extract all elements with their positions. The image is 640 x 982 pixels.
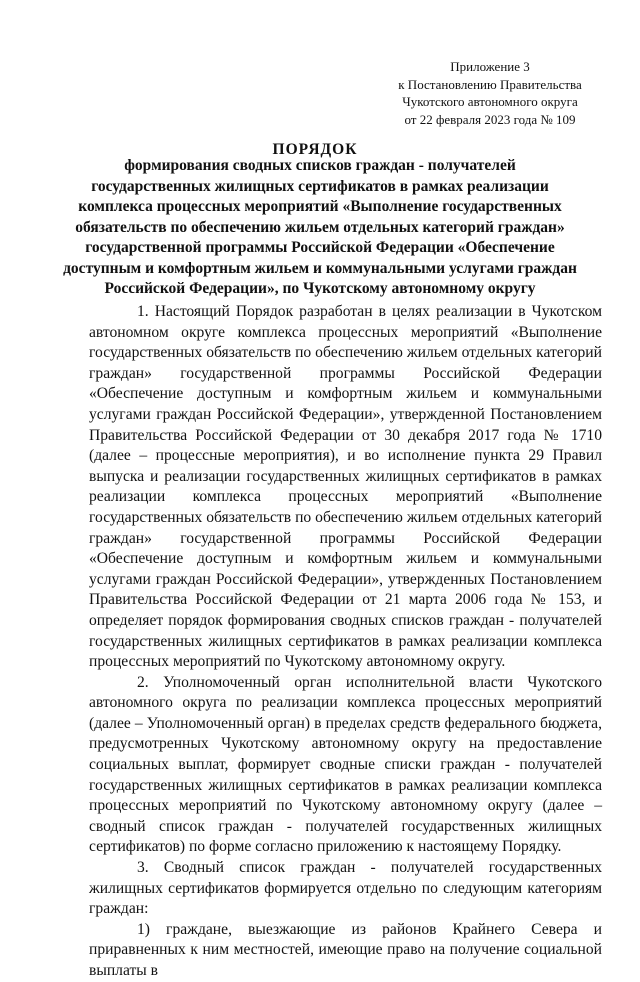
appendix-region: Чукотского автономного округа bbox=[402, 94, 578, 109]
paragraph-2: 2. Уполномоченный орган исполнительной власти Чукотского автономного округа по реализации комплекса процессных мероприятий (далее – Уполномоченный орган) в пределах средств федерального бюджета, предусмотренных Чукотскому автономному округу на предоставление социальных выплат, формирует сводные списки граждан - получателей государственных жилищных сертификатов в рамках реализации комплекса процессных мероприятий по Чукотскому автономному округу (далее – сводный список граждан - получателей государственных жилищных сертификатов) по форме согласно приложению к настоящему Порядку. bbox=[89, 673, 602, 856]
appendix-reference: к Постановлению Правительства bbox=[398, 76, 582, 92]
document-subtitle bbox=[40, 156, 600, 300]
appendix-number: Приложение 3 bbox=[450, 59, 530, 74]
paragraph-4: 1) граждане, выезжающие из районов Крайнего Севера и приравненных к ним местностей, имеющие право на получение социальной выплаты в bbox=[89, 920, 602, 979]
subtitle-line: государственных жилищных сертификатов в рамках реализации bbox=[91, 177, 549, 195]
subtitle-line: обязательств по обеспечению жильем отдельных категорий граждан» bbox=[75, 218, 565, 236]
document-title: ПОРЯДОК bbox=[272, 141, 358, 158]
paragraph-3: 3. Сводный список граждан - получателей государственных жилищных сертификатов формируется отдельно по следующим категориям граждан: bbox=[89, 859, 602, 918]
appendix-date: от 22 февраля 2023 года № 109 bbox=[404, 111, 576, 127]
subtitle-line: Российской Федерации», по Чукотскому автономному округу bbox=[104, 280, 536, 297]
paragraph-1: 1. Настоящий Порядок разработан в целях реализации в Чукотском автономном округе комплекса процессных мероприятий «Выполнение государственных обязательств по обеспечению жильем отдельных категорий граждан» государственной программы Российской Федерации «Обеспечение доступным и комфортным жильем и коммунальными услугами граждан Российской Федерации», утвержденной Постановлением Правительства Российской Федерации от 30 декабря 2017 года № 1710 (далее – процессные мероприятия), и во исполнение пункта 29 Правил выпуска и реализации государственных жилищных сертификатов в рамках реализации комплекса процессных мероприятий «Выполнение государственных обязательств по обеспечению жильем отдельных категорий граждан» государственной программы Российской Федерации «Обеспечение доступным и комфортным жильем и коммунальными услугами граждан Российской Федерации», утвержденных Постановлением Правительства Российской Федерации от 21 марта 2006 года № 153, и определяет порядок формирования сводных списков граждан - получателей государственных жилищных сертификатов в рамках реализации комплекса процессных мероприятий по Чукотскому автономному округу. bbox=[89, 303, 602, 671]
subtitle-line: государственной программы Российской Федерации «Обеспечение bbox=[85, 239, 555, 256]
appendix-header bbox=[380, 58, 600, 128]
subtitle-line: формирования сводных списков граждан - получателей bbox=[124, 157, 516, 174]
document-body bbox=[89, 302, 602, 982]
subtitle-line: доступным и комфортным жильем и коммунальными услугами граждан bbox=[63, 259, 577, 277]
subtitle-line: комплекса процессных мероприятий «Выполнение государственных bbox=[78, 198, 562, 215]
